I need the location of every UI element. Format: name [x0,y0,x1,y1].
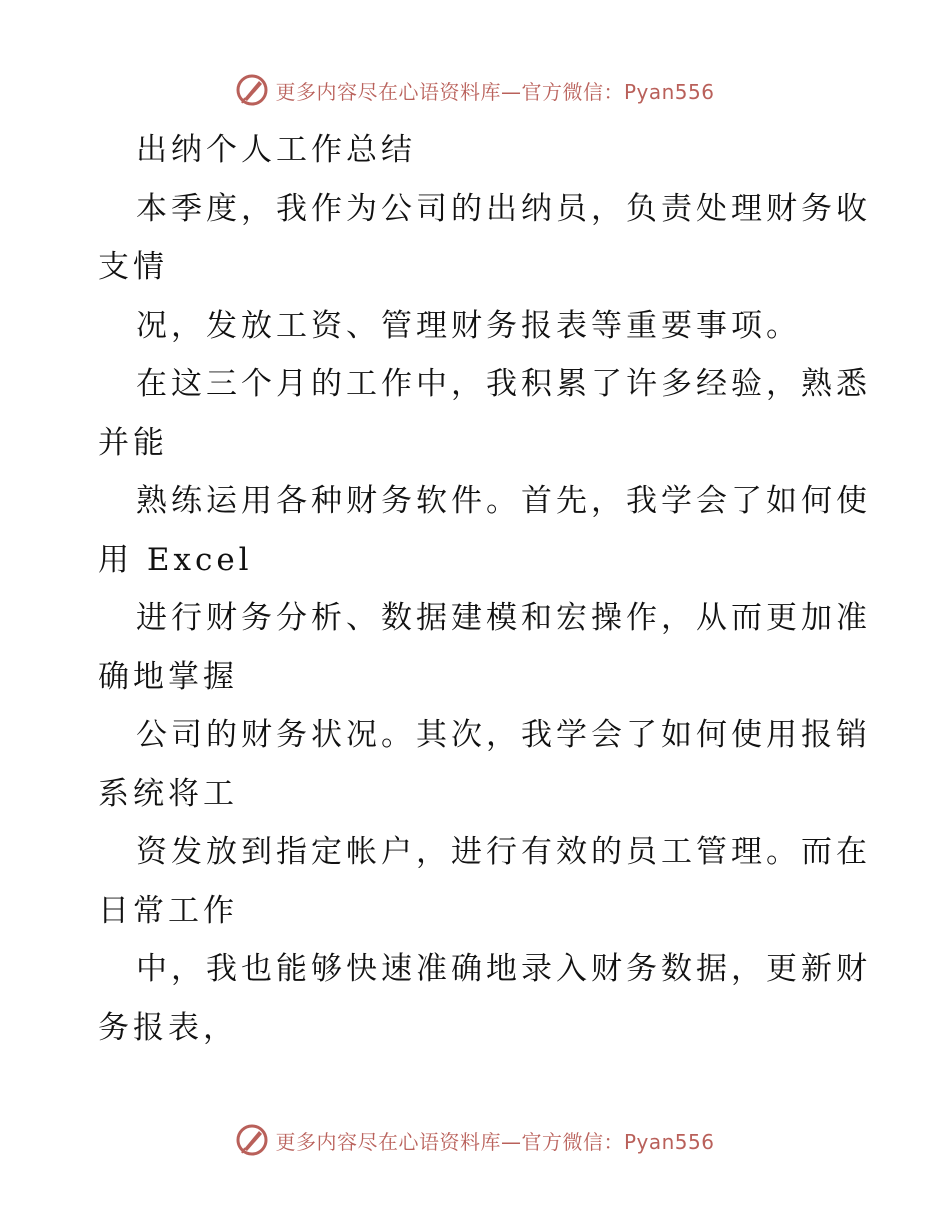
body-line: 公司的财务状况。其次，我学会了如何使用报销 [136,717,871,753]
body-line: 进行财务分析、数据建模和宏操作，从而更加准 [136,600,871,636]
quill-circle-logo-icon [235,1123,269,1157]
footer-watermark-text: 更多内容尽在心语资料库—官方微信：Pyan556 [275,1129,715,1154]
body-line: 务报表， [98,1009,238,1046]
body-line: 系统将工 [98,775,238,812]
body-line: 并能 [98,424,168,461]
body-line: 熟练运用各种财务软件。首先，我学会了如何使 [136,483,871,519]
body-line: 本季度，我作为公司的出纳员，负责处理财务收 [136,190,871,227]
header-watermark-text: 更多内容尽在心语资料库—官方微信：Pyan556 [275,79,715,104]
body-line: 资发放到指定帐户，进行有效的员工管理。而在 [136,834,871,870]
body-line: 支情 [98,249,168,285]
body-line: 在这三个月的工作中，我积累了许多经验，熟悉 [136,366,871,402]
body-line: 况，发放工资、管理财务报表等重要事项。 [136,307,801,344]
document-title: 出纳个人工作总结 [136,132,416,168]
header-watermark-banner [0,70,950,110]
quill-circle-logo-icon [235,73,269,107]
body-line: 用 Excel [98,541,253,578]
body-line: 确地掌握 [98,658,238,695]
footer-watermark-banner [0,1120,950,1160]
body-line: 中，我也能够快速准确地录入财务数据，更新财 [136,951,871,987]
document-body [98,121,871,1057]
body-line: 日常工作 [98,892,238,929]
